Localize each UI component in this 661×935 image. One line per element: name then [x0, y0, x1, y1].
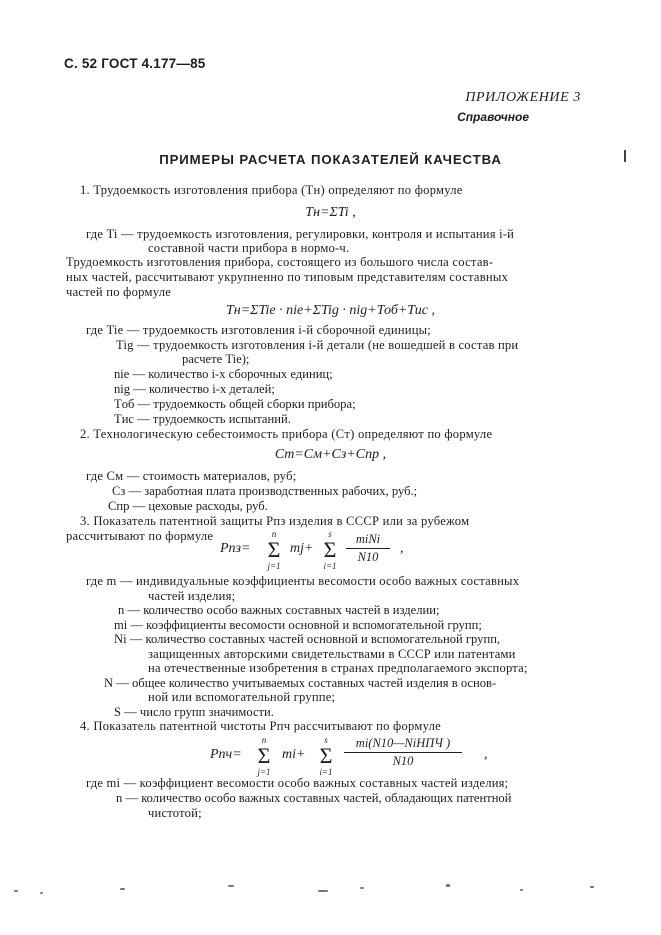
text-line: nie — количество i-х сборочных единиц;: [114, 367, 333, 381]
sum-lower: j=1: [257, 767, 271, 777]
text-line: Tис — трудоемкость испытаний.: [114, 412, 291, 426]
text-line: ной или вспомогательной группе;: [148, 690, 336, 704]
fraction-numerator: miNi: [346, 532, 390, 549]
text-line: на отечественные изобретения в странах предполагаемого экспорта;: [148, 661, 528, 675]
formula-5-sum-2: [314, 735, 338, 777]
page-header: С. 52 ГОСТ 4.177—85: [64, 56, 206, 71]
formula-4-lhs: Pпз=: [220, 541, 251, 556]
text-line: рассчитывают по формуле: [66, 529, 214, 543]
text-line: где Tie — трудоемкость изготовления i-й сборочной единицы;: [86, 323, 432, 337]
formula-5-term: mi+: [282, 747, 306, 762]
text-line: nig — количество i-х деталей;: [114, 382, 275, 396]
text-line: ных частей, рассчитывают укрупненно по типовым представителям составных: [66, 270, 509, 284]
fraction-denominator: N10: [357, 550, 379, 564]
sigma-symbol: Σ: [319, 743, 333, 768]
text-line: где Ti — трудоемкость изготовления, регулировки, контроля и испытания i-й: [86, 227, 515, 241]
appendix-subtitle: Справочное: [457, 110, 529, 124]
text-line: Tig — трудоемкость изготовления i-й детали (не вошедшей в состав при: [116, 338, 519, 352]
formula-4-term: mj+: [290, 541, 314, 556]
fraction-denominator: N10: [392, 754, 414, 768]
text-line: 1. Трудоемкость изготовления прибора (Тн) определяют по формуле: [80, 183, 463, 197]
sum-upper: s: [324, 735, 328, 745]
text-line: Трудоемкость изготовления прибора, состоящего из большого числа состав-: [66, 255, 494, 269]
text-line: где mi — коэффициент весомости особо важных составных частей изделия;: [86, 776, 509, 790]
formula-1: Тн=ΣTi ,: [305, 205, 356, 220]
text-line: составной части прибора в нормо-ч.: [148, 241, 350, 255]
text-line: mi — коэффициенты весомости основной и вспомогательной групп;: [114, 618, 482, 632]
text-line: Cз — заработная плата производственных рабочих, руб.;: [112, 484, 418, 498]
formula-5-tail: ,: [484, 747, 488, 762]
formula-5-fraction: [344, 736, 462, 769]
text-line: где Cм — стоимость материалов, руб;: [86, 469, 297, 483]
text-line: Tоб — трудоемкость общей сборки прибора;: [114, 397, 356, 411]
sigma-symbol: Σ: [267, 537, 281, 562]
text-line: 3. Показатель патентной защиты Pпз изделия в СССР или за рубежом: [80, 514, 470, 528]
formula-4-sum-1: [262, 529, 286, 571]
text-line: чистотой;: [148, 806, 202, 820]
appendix-title: ПРИЛОЖЕНИЕ 3: [465, 90, 581, 105]
formula-4-fraction: [346, 532, 390, 565]
fraction-numerator: mi(N10—NiНПЧ ): [344, 736, 462, 753]
text-line: где m — индивидуальные коэффициенты весомости особо важных составных: [86, 574, 520, 588]
formula-5-lhs: Pпч=: [210, 747, 242, 762]
text-line: расчете Tie);: [182, 352, 250, 366]
sum-upper: n: [261, 735, 267, 745]
formula-2: Тн=ΣTie · nie+ΣTig · nig+Тоб+Тис ,: [226, 303, 435, 318]
formula-5-sum-1: [252, 735, 276, 777]
sum-upper: s: [328, 529, 332, 539]
formula-3: Cт=Cм+Cз+Cпр ,: [274, 447, 387, 462]
text-line: n — количество особо важных составных частей, обладающих патентной: [116, 791, 512, 805]
text-line: Cпр — цеховые расходы, руб.: [108, 499, 268, 513]
text-line: частей изделия;: [148, 589, 236, 603]
sum-upper: n: [271, 529, 277, 539]
text-line: Ni — количество составных частей основной и вспомогательной групп,: [114, 632, 501, 646]
text-line: n — количество особо важных составных частей в изделии;: [118, 603, 440, 617]
sigma-symbol: Σ: [257, 743, 271, 768]
sum-lower: i=1: [319, 767, 333, 777]
text-line: частей по формуле: [66, 285, 172, 299]
formula-4-tail: ,: [400, 541, 404, 556]
main-title: ПРИМЕРЫ РАСЧЕТА ПОКАЗАТЕЛЕЙ КАЧЕСТВА: [159, 152, 502, 167]
formula-4-sum-2: [318, 529, 342, 571]
text-line: защищенных авторскими свидетельствами в СССР или патентами: [148, 647, 516, 661]
sigma-symbol: Σ: [323, 537, 337, 562]
text-line: 4. Показатель патентной чистоты Pпч рассчитывают по формуле: [80, 719, 441, 733]
text-line: N — общее количество учитываемых составных частей изделия в основ-: [104, 676, 497, 690]
text-line: 2. Технологическую себестоимость прибора (Cт) определяют по формуле: [80, 427, 493, 441]
sum-lower: j=1: [267, 561, 281, 571]
sum-lower: i=1: [323, 561, 337, 571]
text-line: S — число групп значимости.: [114, 705, 274, 719]
